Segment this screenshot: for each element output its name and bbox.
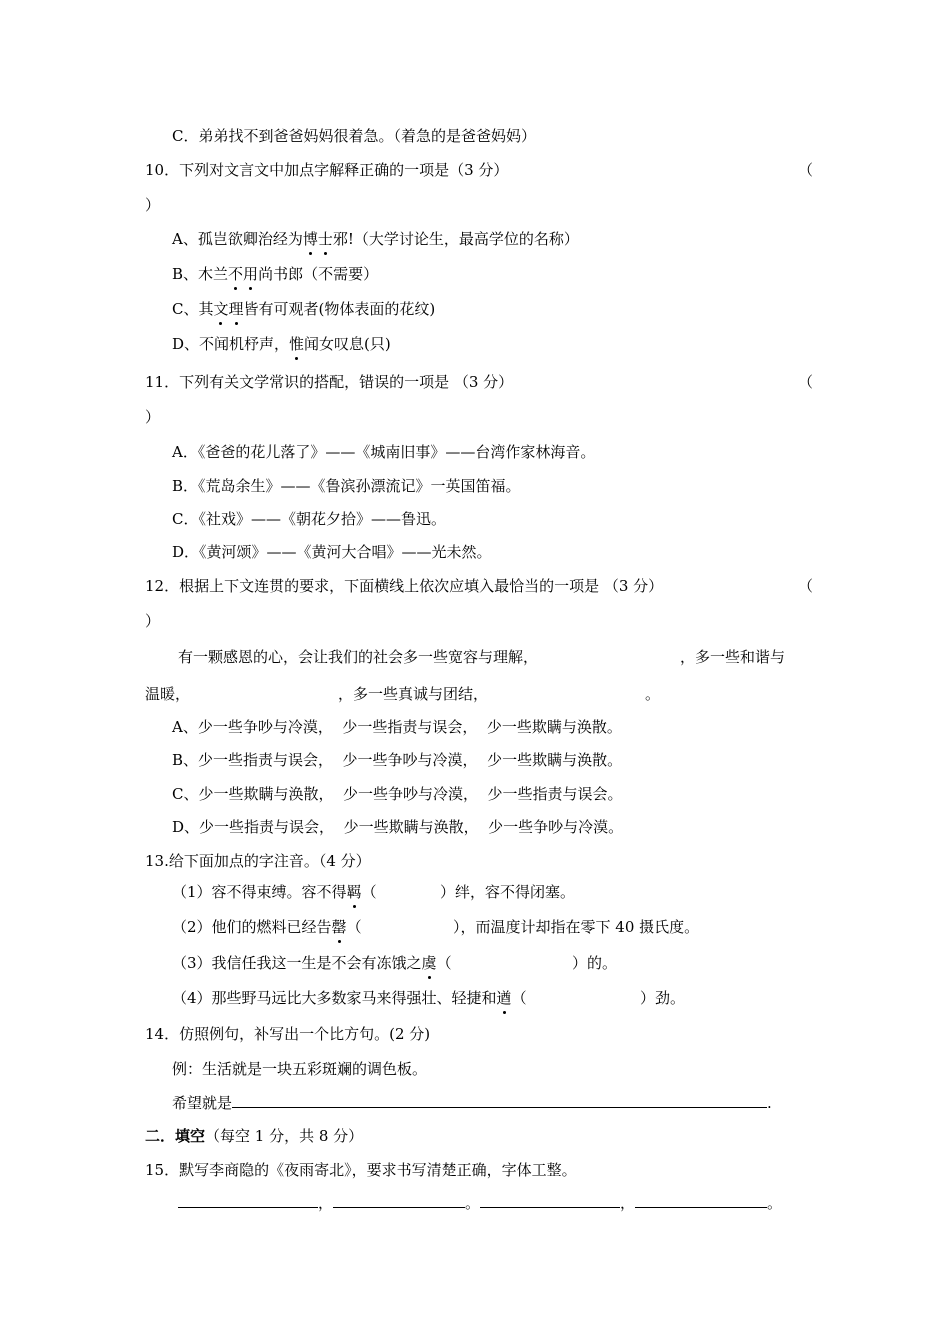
dotted-char: 羁 (346, 883, 362, 901)
dotted-char: 虞 (421, 954, 437, 972)
q11-option-c: C．《社戏》——《朝花夕拾》——鲁迅。 (172, 510, 446, 528)
dotted-char: 文 (213, 300, 229, 318)
q14-stem: 14．仿照例句，补写出一个比方句。(2 分) (145, 1025, 431, 1043)
q12-option-d: D、少一些指责与误会， 少一些欺瞒与涣散， 少一些争吵与冷漠。 (172, 818, 624, 836)
q12-answer-paren-open: （ (798, 577, 814, 595)
dotted-char: 惟 (289, 335, 305, 353)
dotted-char: 不 (228, 265, 244, 283)
q15-blank-1[interactable] (178, 1193, 318, 1208)
q13-item-1: （1）容不得束缚。容不得羁（ (172, 883, 377, 901)
q13-item-4: （4）那些野马远比大多数家马来得强壮、轻捷和遒（ (172, 989, 527, 1007)
q12-passage-line2c: 。 (645, 685, 661, 703)
q10-stem: 10．下列对文言文中加点字解释正确的一项是（3 分） (145, 161, 509, 179)
q10-answer-paren-close: ） (145, 196, 161, 214)
q10-option-b: B、木兰不用尚书郎（不需要） (172, 265, 379, 283)
q15-blank-2[interactable] (333, 1193, 465, 1208)
q10-option-a: A、孤岂欲卿治经为博士邪!（大学讨论生，最高学位的名称） (172, 230, 579, 248)
q11-option-b: B．《荒岛余生》——《鲁滨孙漂流记》一英国笛福。 (172, 477, 521, 495)
q12-passage-line2b: ，多一些真诚与团结， (338, 685, 489, 703)
q13-item-2-tail: ），而温度计却指在零下 40 摄氏度。 (453, 918, 700, 936)
q13-item-2: （2）他们的燃料已经告罄（ (172, 918, 362, 936)
section-2-heading: 二．填空（每空 1 分，共 8 分） (145, 1127, 364, 1145)
q15-blank-3[interactable] (480, 1193, 620, 1208)
q11-answer-paren-close: ） (145, 408, 161, 426)
q13-item-4-tail: ）劲。 (640, 989, 686, 1007)
q12-passage-line1a: 有一颗感恩的心，会让我们的社会多一些宽容与理解， (178, 648, 539, 666)
q14-answer-blank[interactable] (232, 1093, 767, 1108)
q12-option-a: A、少一些争吵与冷漠， 少一些指责与误会， 少一些欺瞒与涣散。 (172, 718, 622, 736)
q14-answer-line: 希望就是 . (172, 1094, 772, 1112)
q15-blank-4[interactable] (635, 1193, 767, 1208)
q11-option-a: A．《爸爸的花儿落了》——《城南旧事》——台湾作家林海音。 (172, 443, 596, 461)
q12-option-b: B、少一些指责与误会， 少一些争吵与冷漠， 少一些欺瞒与涣散。 (172, 751, 623, 769)
q13-item-3-tail: ）的。 (572, 954, 618, 972)
dotted-char: 理 (228, 300, 244, 318)
q12-passage-line2a: 温暖， (145, 685, 191, 703)
dotted-char: 罄 (331, 918, 347, 936)
q12-option-c: C、少一些欺瞒与涣散， 少一些争吵与冷漠， 少一些指责与误会。 (172, 785, 623, 803)
q13-item-1-tail: ）绊，容不得闭塞。 (440, 883, 576, 901)
q10-answer-paren-open: （ (798, 161, 814, 179)
q11-option-d: D．《黄河颂》——《黄河大合唱》——光未然。 (172, 543, 492, 561)
dotted-char: 遒 (496, 989, 512, 1007)
dotted-char: 用 (243, 265, 259, 283)
q14-example: 例：生活就是一块五彩斑斓的调色板。 (172, 1060, 428, 1078)
q13-stem: 13.给下面加点的字注音。（4 分） (145, 852, 371, 870)
q12-answer-paren-close: ） (145, 612, 161, 630)
q15-stem: 15．默写李商隐的《夜雨寄北》，要求书写清楚正确，字体工整。 (145, 1161, 577, 1179)
q12-passage-line1b: ，多一些和谐与 (680, 648, 786, 666)
q10-option-c: C、其文理皆有可观者(物体表面的花纹) (172, 300, 436, 318)
q13-item-3: （3）我信任我这一生是不会有冻饿之虞（ (172, 954, 452, 972)
q11-answer-paren-open: （ (798, 373, 814, 391)
q10-option-d: D、不闻机杼声，惟闻女叹息(只) (172, 335, 391, 353)
q12-stem: 12．根据上下文连贯的要求，下面横线上依次应填入最恰当的一项是 （3 分） (145, 577, 664, 595)
q9-option-c: C．弟弟找不到爸爸妈妈很着急。（着急的是爸爸妈妈） (172, 127, 536, 145)
dotted-char: 博 (302, 230, 318, 248)
q15-answer-line: ， 。 ， 。 (178, 1193, 782, 1213)
dotted-char: 士 (317, 230, 333, 248)
q11-stem: 11．下列有关文学常识的搭配，错误的一项是 （3 分） (145, 373, 514, 391)
